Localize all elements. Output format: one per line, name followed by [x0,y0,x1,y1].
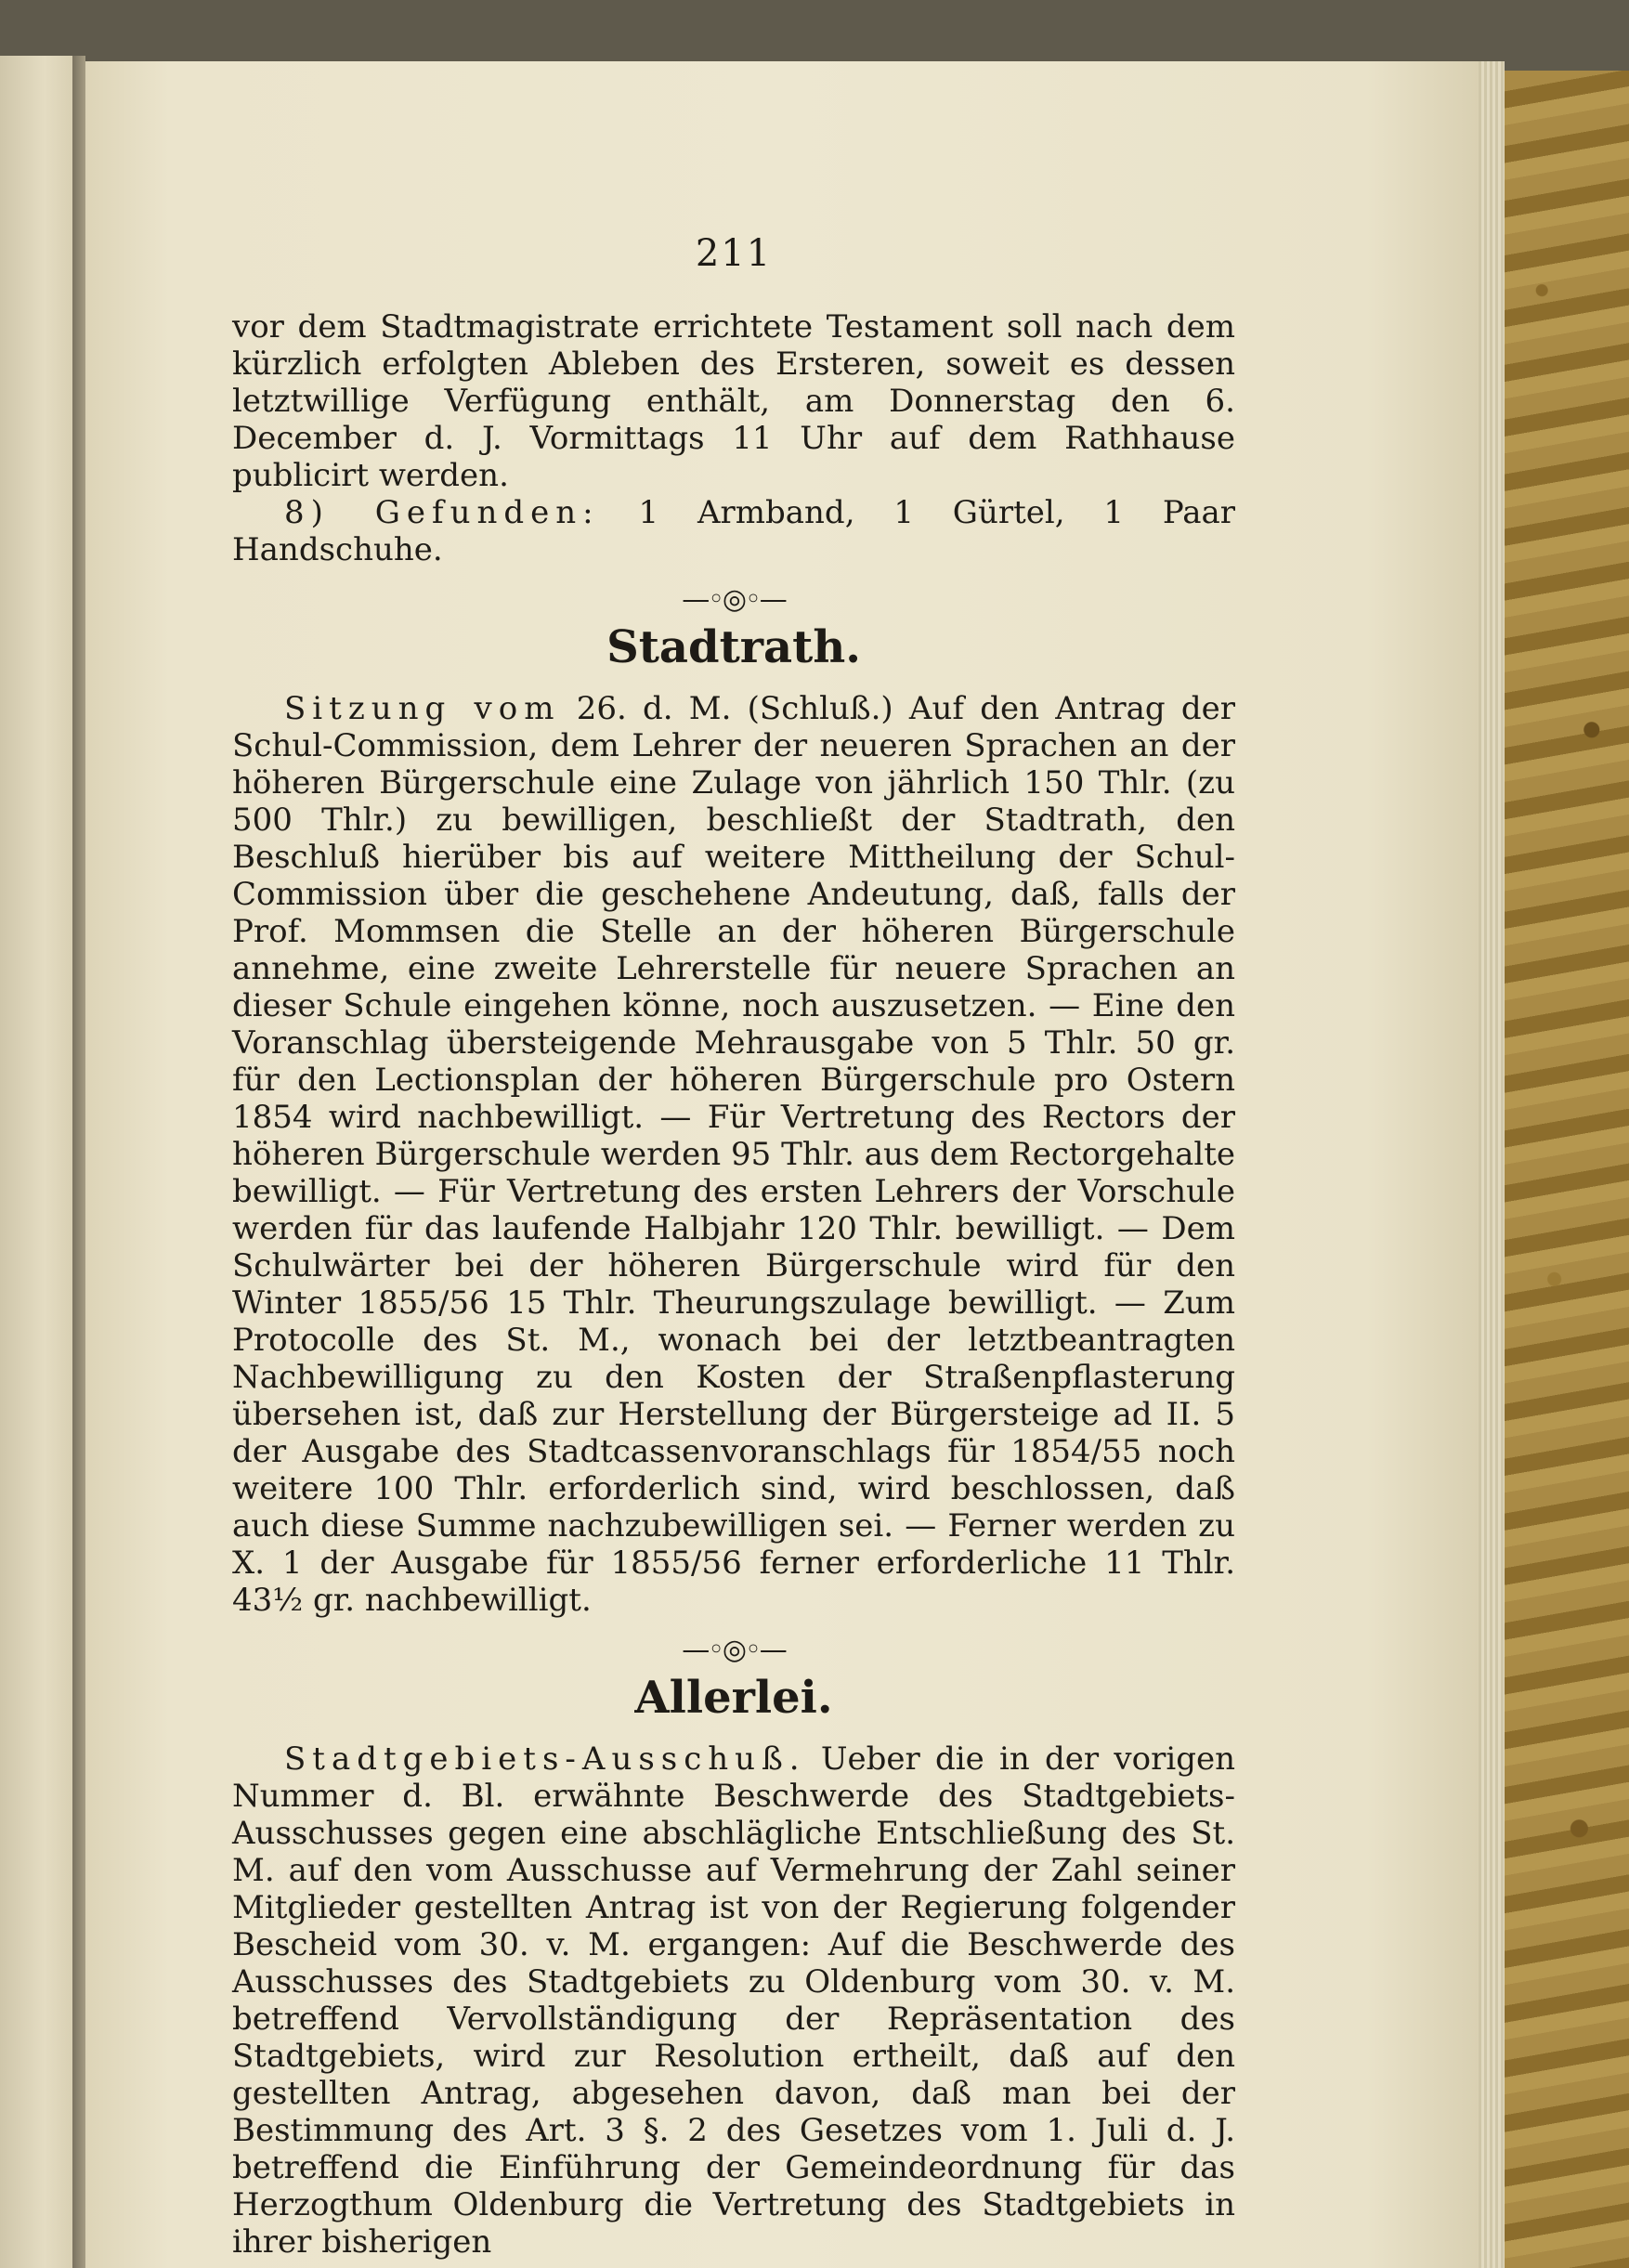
heading-stadtrath: Stadtrath. [606,621,861,673]
section-divider-ornament: —◦◎◦— [682,583,786,616]
left-page-edge [0,56,74,2268]
page-content [232,232,1235,2261]
paragraph-found [232,494,1235,568]
ausschuss-text: Ueber die in der vorigen Nummer d. Bl. erwähnte Beschwerde des Stadtgebiets-Ausschusses gegen eine abschlägliche Entschließung des St. M. auf den vom Ausschusse auf Vermehrung der Zahl seiner Mitglieder gestellten Antrag ist von der Regierung folgender Bescheid vom 30. v. M. ergangen: Auf die Beschwerde des Ausschusses des Stadtgebiets zu Oldenburg vom 30. v. M. betreffend Vervollständigung der Repräsentation des Stadtgebiets, wird zur Resolution ertheilt, daß auf den gestellten Antrag, abgesehen davon, daß man bei der Bestimmung des Art. 3 §. 2 des Gesetzes vom 1. Juli d. J. betreffend die Einführung der Gemeindeordnung für das Herzogthum Oldenburg die Vertretung des Stadtgebiets in ihrer bisherigen [232,1740,1235,2261]
section-divider-ornament-2: —◦◎◦— [682,1634,786,1666]
paragraph-ausschuss [232,1740,1235,2261]
page-number: 211 [695,232,773,275]
sitzung-label: Sitzung vom [284,690,561,727]
sitzung-text: 26. d. M. (Schluß.) Auf den Antrag der Schul-Commission, dem Lehrer der neueren Sprachen an der höheren Bürgerschule eine Zulage von jährlich 150 Thlr. (zu 500 Thlr.) zu bewilligen, beschließt der Stadtrath, den Beschluß hierüber bis auf weitere Mittheilung der Schul-Commission über die geschehene Andeutung, daß, falls der Prof. Mommsen die Stelle an der höheren Bürgerschule annehme, eine zweite Lehrerstelle für neuere Sprachen an dieser Schule eingehen könne, noch auszusetzen. — Eine den Voranschlag übersteigende Mehrausgabe von 5 Thlr. 50 gr. für den Lectionsplan der höheren Bürgerschule pro Ostern 1854 wird nachbewilligt. — Für Vertretung des Rectors der höheren Bürgerschule werden 95 Thlr. aus dem Rectorgehalte bewilligt. — Für Vertretung des ersten Lehrers der Vorschule werden für das laufende Halbjahr 120 Thlr. bewilligt. — Dem Schulwärter bei der höheren Bürgerschule wird für den Winter 1855/56 15 Thlr. Theurungszulage bewilligt. — Zum Protocolle des St. M., wonach bei der letztbeantragten Nachbewilligung zu den Kosten der Straßenpflasterung übersehen ist, daß zur Herstellung der Bürgersteige ad II. 5 der Ausgabe des Stadtcassenvoranschlags für 1854/55 noch weitere 100 Thlr. erforderlich sind, wird beschlossen, daß auch diese Summe nachzubewilligen sei. — Ferner werden zu X. 1 der Ausgabe für 1855/56 ferner erforderliche 11 Thlr. 43½ gr. nachbewilligt. [232,690,1235,1619]
found-label: 8) Gefunden: [284,494,600,531]
page-stack-edge [1479,61,1505,2268]
heading-allerlei: Allerlei. [634,1672,833,1724]
book-binding [72,56,85,2268]
paragraph-sitzung [232,690,1235,1619]
marbled-cover [1505,71,1629,2268]
paragraph-testament: vor dem Stadtmagistrate errichtete Testament soll nach dem kürzlich erfolgten Ableben des Ersteren, soweit es dessen letztwillige Verfügung enthält, am Donnerstag den 6. December d. J. Vormittags 11 Uhr auf dem Rathhause publicirt werden. [232,308,1235,494]
found-text: 1 Armband, 1 Gürtel, 1 Paar Handschuhe. [232,494,1236,568]
ausschuss-label: Stadtgebiets-Ausschuß. [284,1740,806,1778]
